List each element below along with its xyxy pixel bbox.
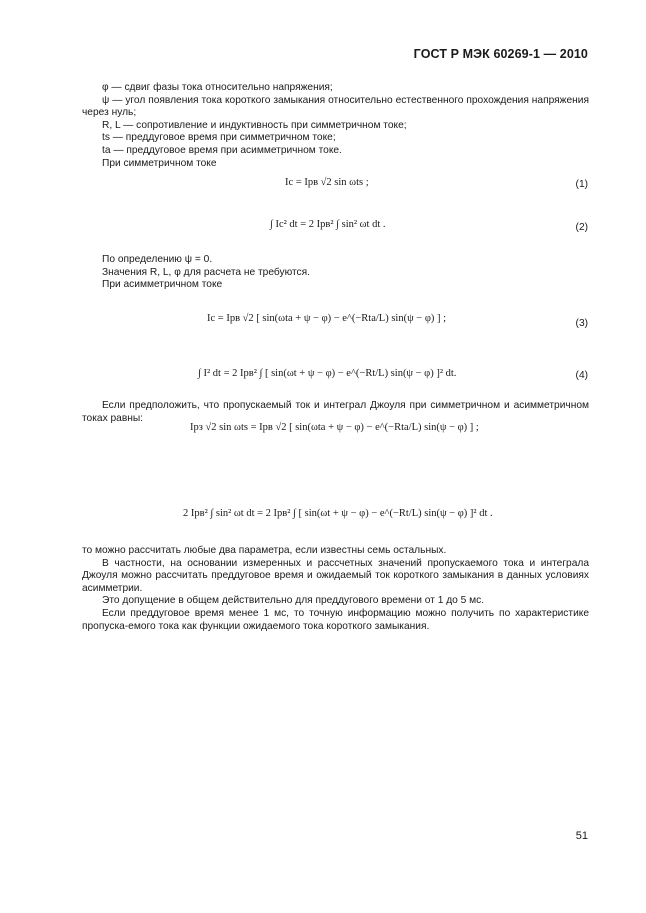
page-number: 51 <box>575 830 588 842</box>
equation-2-number: (2) <box>575 222 588 233</box>
equation-4: ∫ I² dt = 2 Ipв² ∫ [ sin(ωt + ψ − φ) − e^(−Rt/L) sin(ψ − φ) ]² dt. <box>198 368 457 379</box>
definitions-block <box>82 82 589 170</box>
equation-3: Ic = Ipв √2 [ sin(ωta + ψ − φ) − e^(−Rta/L) sin(ψ − φ) ] ; <box>207 313 447 324</box>
by-definition-text: По определению ψ = 0. <box>102 254 213 265</box>
definition-ta: ta — преддуговое время при асимметричном токе. <box>102 144 342 156</box>
equation-5: Ipз √2 sin ωts = Ipв √2 [ sin(ωta + ψ − φ) − e^(−Rta/L) sin(ψ − φ) ] ; <box>190 422 479 433</box>
not-required-text: Значения R, L, φ для расчета не требуются. <box>102 266 310 278</box>
definition-psi: ψ — угол появления тока короткого замыкания относительно естественного прохождения напряжения через нуль; <box>82 94 589 119</box>
symmetric-title: При симметричном токе <box>102 157 217 169</box>
paragraph-1: то можно рассчитать любые два параметра, если известны семь остальных. <box>82 545 447 556</box>
definition-phi: φ — сдвиг фазы тока относительно напряжения; <box>102 82 333 93</box>
definition-ts: ts — преддуговое время при симметричном токе; <box>102 132 336 144</box>
paragraph-3: Это допущение в общем действительно для преддугового времени от 1 до 5 мс. <box>102 595 485 607</box>
assumption-text: Если предположить, что пропускаемый ток и интеграл Джоуля при симметричном и асимметричном токах равны: <box>82 400 589 424</box>
conclusion-block <box>82 545 589 633</box>
paragraph-2: В частности, на основании измеренных и рассчетных значений пропускаемого тока и интеграла Джоуля можно рассчитать преддуговое время и ожидаемый ток короткого замыкания в данных условиях асимметрии. <box>82 557 589 594</box>
equation-6: 2 Ipв² ∫ sin² ωt dt = 2 Ipв² ∫ [ sin(ωt + ψ − φ) − e^(−Rt/L) sin(ψ − φ) ]² dt . <box>183 508 493 519</box>
document-header: ГОСТ Р МЭК 60269-1 — 2010 <box>413 47 588 61</box>
equation-1: Ic = Ipв √2 sin ωts ; <box>285 177 369 188</box>
asymmetric-title: При асимметричном токе <box>102 279 223 291</box>
equation-4-number: (4) <box>575 370 588 381</box>
paragraph-4: Если преддуговое время менее 1 мс, то точную информацию можно получить по характеристике пропуска-емого тока как функции ожидаемого тока короткого замыкания. <box>82 607 589 632</box>
definition-rl: R, L — сопротивление и индуктивность при симметричном токе; <box>102 119 407 131</box>
equation-2: ∫ Ic² dt = 2 Ipв² ∫ sin² ωt dt . <box>270 219 386 230</box>
equation-3-number: (3) <box>575 318 588 329</box>
equation-1-number: (1) <box>575 179 588 190</box>
definition-notes <box>82 254 589 292</box>
